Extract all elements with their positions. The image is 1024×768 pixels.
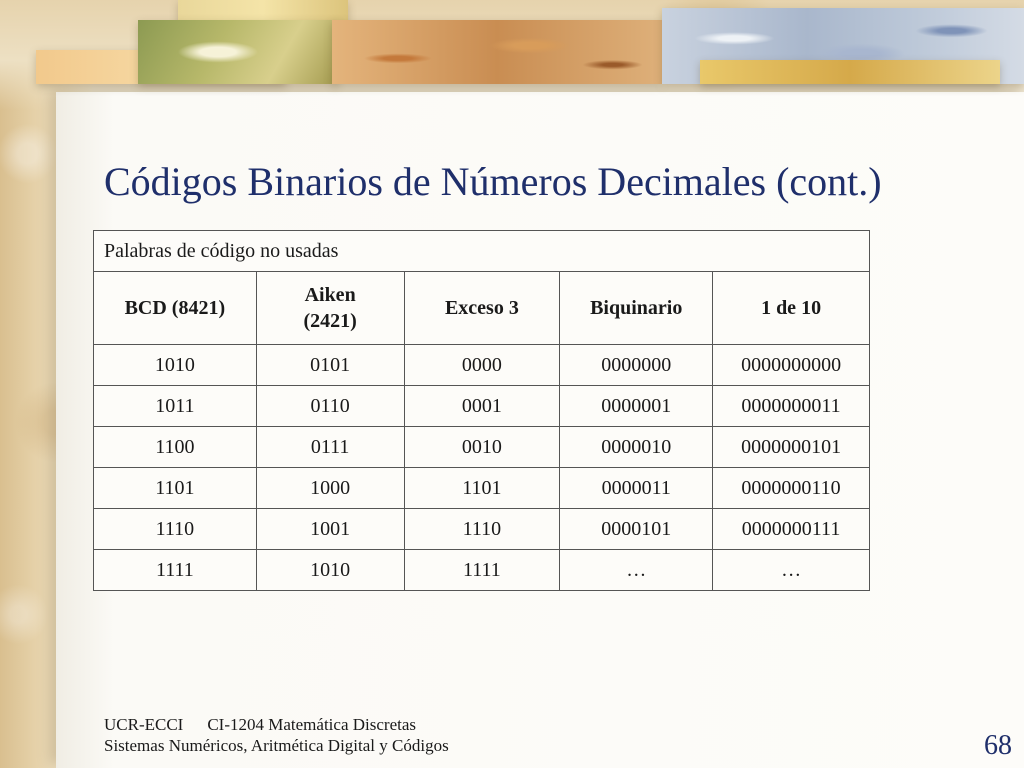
unused-codewords-table xyxy=(93,230,870,591)
header-aiken xyxy=(256,272,404,345)
table-cell: 0001 xyxy=(404,386,560,427)
table-cell: 0110 xyxy=(256,386,404,427)
table-cell: 0000 xyxy=(404,345,560,386)
footer-topic: Sistemas Numéricos, Aritmética Digital y Códigos xyxy=(104,736,449,756)
table-cell: 1010 xyxy=(256,550,404,591)
table-cell: 0000000111 xyxy=(713,509,870,550)
table-row xyxy=(94,386,870,427)
table-cell: 0101 xyxy=(256,345,404,386)
table-row xyxy=(94,468,870,509)
footer-institution: UCR-ECCI xyxy=(104,715,184,734)
table-row xyxy=(94,345,870,386)
table-cell: 1100 xyxy=(94,427,257,468)
table-cell: 0000010 xyxy=(560,427,713,468)
header-1-de-10: 1 de 10 xyxy=(713,272,870,345)
slide-title: Códigos Binarios de Números Decimales (cont.) xyxy=(104,159,882,204)
table-cell: 1101 xyxy=(94,468,257,509)
table-cell: 0000101 xyxy=(560,509,713,550)
table-cell: 1010 xyxy=(94,345,257,386)
table-cell: 1110 xyxy=(404,509,560,550)
table-cell: 0000000110 xyxy=(713,468,870,509)
header-biquinario: Biquinario xyxy=(560,272,713,345)
footer-course: CI-1204 Matemática Discretas xyxy=(207,715,416,734)
footer-line-1 xyxy=(104,714,449,735)
table-row xyxy=(94,509,870,550)
table-cell: 0000000000 xyxy=(713,345,870,386)
table-caption: Palabras de código no usadas xyxy=(94,231,870,272)
slide-number: 68 xyxy=(984,730,1012,761)
decorative-collage-piece xyxy=(138,20,338,84)
table-cell: 0111 xyxy=(256,427,404,468)
table-cell: 1111 xyxy=(404,550,560,591)
table-caption-row xyxy=(94,231,870,272)
header-exceso-3: Exceso 3 xyxy=(404,272,560,345)
table-cell: 1110 xyxy=(94,509,257,550)
table-cell: 1001 xyxy=(256,509,404,550)
header-bcd: BCD (8421) xyxy=(94,272,257,345)
table-row xyxy=(94,550,870,591)
decorative-collage-piece xyxy=(700,60,1000,84)
table-cell: … xyxy=(713,550,870,591)
table-cell: 1011 xyxy=(94,386,257,427)
table-cell: 0000000011 xyxy=(713,386,870,427)
table-cell: 0000011 xyxy=(560,468,713,509)
header-aiken-label: Aiken (2421) xyxy=(303,284,357,332)
table-cell: … xyxy=(560,550,713,591)
decorative-collage-piece xyxy=(332,20,662,84)
table-cell: 0000000101 xyxy=(713,427,870,468)
table-cell: 1101 xyxy=(404,468,560,509)
table-row xyxy=(94,427,870,468)
table-header-row xyxy=(94,272,870,345)
table-cell: 0000000 xyxy=(560,345,713,386)
slide-footer xyxy=(104,714,449,757)
table-cell: 0000001 xyxy=(560,386,713,427)
table-cell: 1000 xyxy=(256,468,404,509)
table-cell: 1111 xyxy=(94,550,257,591)
table-cell: 0010 xyxy=(404,427,560,468)
